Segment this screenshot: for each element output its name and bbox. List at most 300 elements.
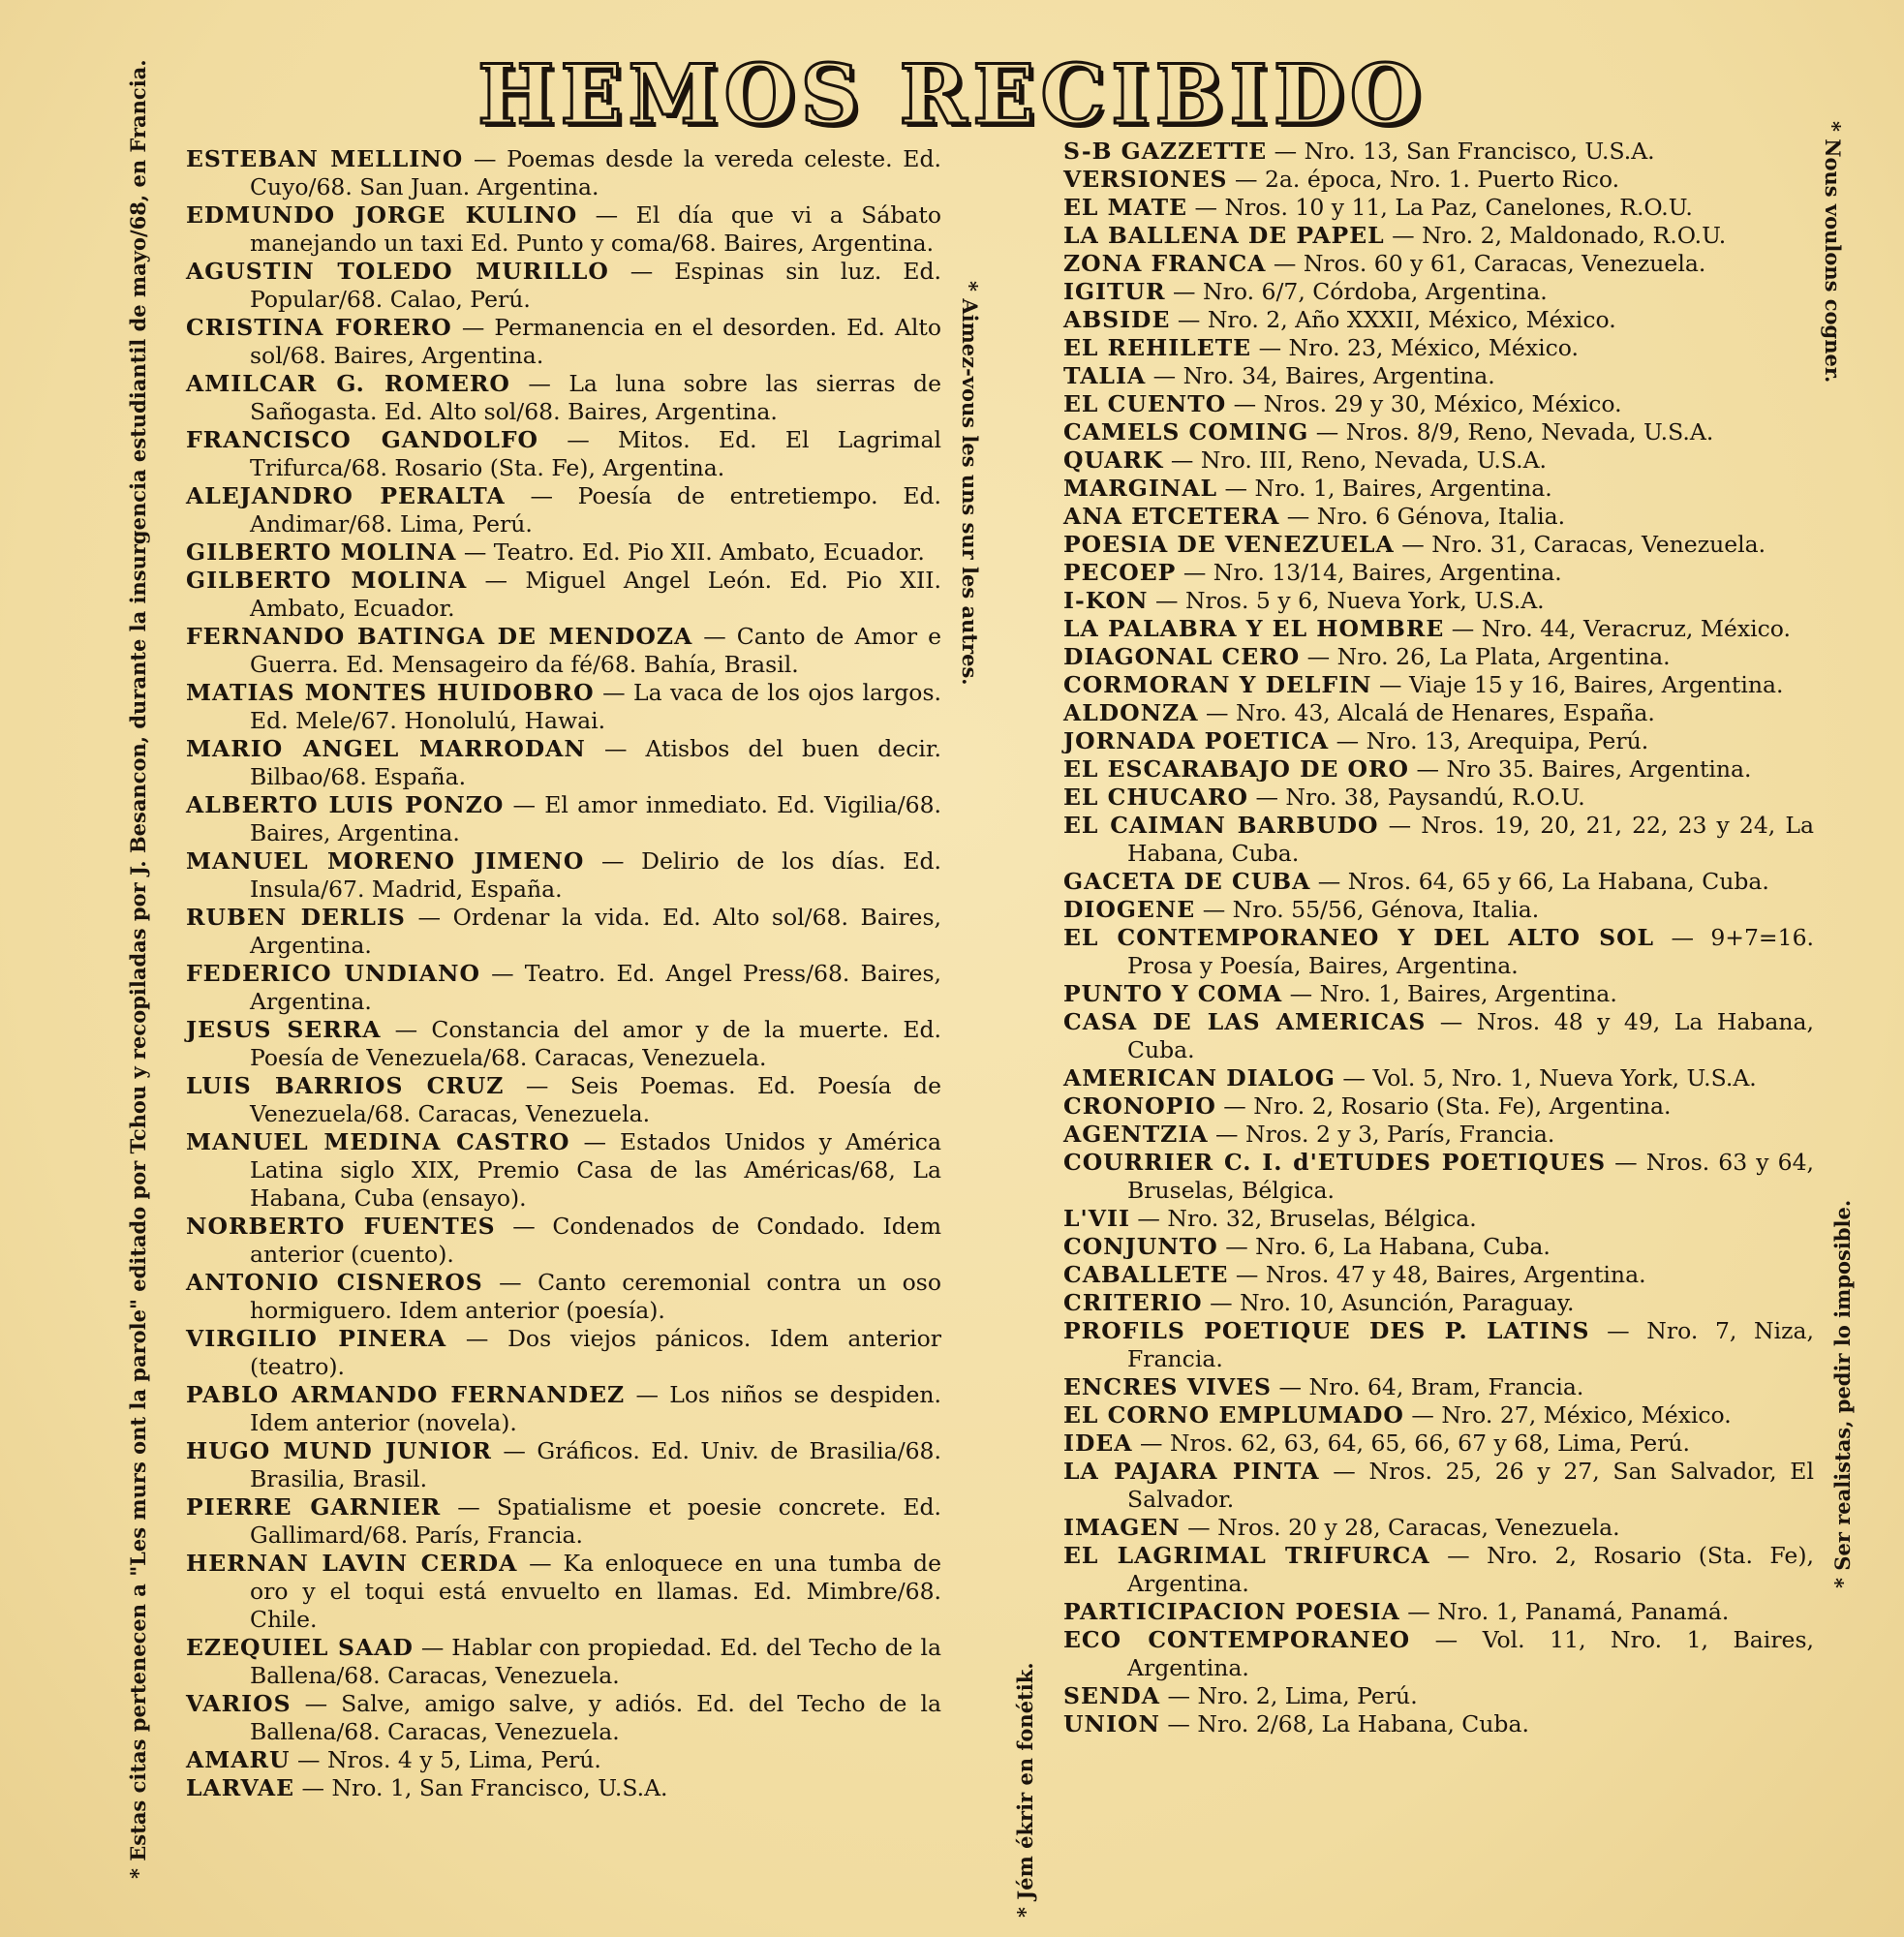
entry-details: Dos viejos pánicos. Idem anterior (teatro).	[250, 1325, 942, 1380]
entry-details: Nro. 6/7, Córdoba, Argentina.	[1203, 278, 1548, 305]
entry-separator: —	[291, 1690, 342, 1717]
entry-name: UNION	[1063, 1710, 1160, 1737]
entry-details: La luna sobre las sierras de Sañogasta. Ed. Alto sol/68. Baires, Argentina.	[250, 370, 941, 425]
list-item	[1063, 390, 1814, 418]
entry-details: Nro. 44, Veracruz, México.	[1481, 615, 1791, 642]
entry-name: FEDERICO UNDIANO	[186, 960, 480, 987]
entry-name: IGITUR	[1063, 278, 1166, 305]
entry-details: Nro. 6 Génova, Italia.	[1316, 503, 1566, 530]
list-item	[186, 1072, 941, 1128]
entry-separator: —	[1308, 418, 1346, 446]
list-item	[186, 201, 941, 258]
entry-separator: —	[517, 1550, 564, 1577]
entry-separator: —	[1589, 1317, 1647, 1344]
entry-separator: —	[1282, 980, 1320, 1007]
entry-name: EL CAIMAN BARBUDO	[1063, 812, 1379, 839]
entry-details: Condenados de Condado. Idem anterior (cuento).	[250, 1213, 941, 1268]
entry-separator: —	[509, 370, 569, 397]
list-item	[1063, 1261, 1814, 1289]
entry-name: EZEQUIEL SAAD	[186, 1634, 414, 1661]
entry-separator: —	[504, 1072, 570, 1099]
page-title: HEMOS RECIBIDO	[477, 46, 1427, 142]
list-item	[1063, 250, 1814, 278]
entry-name: PECOEP	[1063, 559, 1177, 586]
entry-name: MATIAS MONTES HUIDOBRO	[186, 679, 595, 706]
entry-separator: —	[1180, 1514, 1218, 1541]
entry-separator: —	[413, 1634, 452, 1661]
entry-details: Canto ceremonial contra un oso hormiguero. Idem anterior (poesía).	[250, 1269, 941, 1324]
entry-name: L'VII	[1063, 1205, 1130, 1232]
list-item	[1063, 1121, 1814, 1149]
entry-name: CRISTINA FORERO	[186, 314, 452, 341]
entry-name: RUBEN DERLIS	[186, 904, 406, 931]
entry-name: LUIS BARRIOS CRUZ	[186, 1072, 505, 1099]
entry-details: La vaca de los ojos largos. Ed. Mele/67. Honolulú, Hawai.	[250, 679, 941, 734]
entry-name: FRANCISCO GANDOLFO	[186, 426, 539, 453]
entry-separator: —	[491, 1437, 537, 1464]
entry-name: EL LAGRIMAL TRIFURCA	[1063, 1542, 1430, 1569]
entry-separator: —	[1279, 503, 1317, 530]
list-item	[186, 1128, 941, 1213]
entry-details: Nro. 7, Niza, Francia.	[1127, 1317, 1814, 1372]
entry-name: IDEA	[1063, 1430, 1133, 1457]
margin-note-middle-bottom: * Jém ékrir en fonétik.	[1013, 1662, 1037, 1918]
entry-name: VIRGILIO PINERA	[186, 1325, 447, 1352]
entry-details: Salve, amigo salve, y adiós. Ed. del Techo de la Ballena/68. Caracas, Venezuela.	[250, 1690, 941, 1745]
entry-separator: —	[1215, 1092, 1254, 1120]
list-item	[1063, 615, 1814, 643]
entry-name: CAMELS COMING	[1063, 418, 1309, 446]
list-item	[186, 623, 941, 679]
entry-separator: —	[1426, 1008, 1477, 1035]
entry-name: CABALLETE	[1063, 1261, 1229, 1288]
list-item	[186, 1493, 941, 1550]
list-item	[186, 679, 941, 735]
entry-name: ESTEBAN MELLINO	[186, 145, 464, 172]
entry-details: Nro. 64, Bram, Francia.	[1308, 1373, 1584, 1400]
entry-name: VARIOS	[186, 1690, 292, 1717]
entry-details: Hablar con propiedad. Ed. del Techo de la Ballena/68. Caracas, Venezuela.	[250, 1634, 941, 1689]
list-item	[1063, 1514, 1814, 1542]
list-item	[186, 847, 941, 904]
list-item	[1063, 1626, 1814, 1682]
entry-details: Nro. 2, Lima, Perú.	[1197, 1682, 1418, 1709]
entry-separator: —	[463, 145, 507, 172]
list-item	[1063, 503, 1814, 531]
entry-name: TALIA	[1063, 362, 1147, 389]
entry-separator: —	[1300, 643, 1337, 670]
entry-details: Nros. 48 y 49, La Habana, Cuba.	[1127, 1008, 1815, 1063]
entry-name: HUGO MUND JUNIOR	[186, 1437, 492, 1464]
entry-separator: —	[1319, 1458, 1369, 1485]
list-item	[1063, 446, 1814, 475]
entry-details: Nro. 1, Baires, Argentina.	[1254, 475, 1552, 502]
entry-details: Miguel Angel León. Ed. Pio XII. Ambato, Ecuador.	[250, 567, 941, 622]
entry-separator: —	[1195, 896, 1233, 923]
entry-details: Mitos. Ed. El Lagrimal Trifurca/68. Rosario (Sta. Fe), Argentina.	[250, 426, 941, 481]
entry-details: Nros. 10 y 11, La Paz, Canelones, R.O.U.	[1224, 194, 1693, 221]
entry-separator: —	[451, 314, 495, 341]
entry-details: Teatro. Ed. Pio XII. Ambato, Ecuador.	[493, 538, 925, 566]
entry-separator: —	[1335, 1064, 1373, 1091]
entry-details: Nro. 10, Asunción, Paraguay.	[1240, 1289, 1575, 1316]
entry-separator: —	[1186, 194, 1225, 221]
list-item	[1063, 559, 1814, 587]
list-item	[1063, 1233, 1814, 1261]
entry-name: JESUS SERRA	[186, 1016, 382, 1043]
list-item	[1063, 699, 1814, 727]
entry-name: PUNTO Y COMA	[1063, 980, 1283, 1007]
entry-name: CONJUNTO	[1063, 1233, 1218, 1260]
list-item	[1063, 980, 1814, 1008]
entry-name: VERSIONES	[1063, 166, 1228, 193]
entry-name: IMAGEN	[1063, 1514, 1181, 1541]
entry-details: Nros. 2 y 3, París, Francia.	[1245, 1121, 1555, 1148]
entry-separator: —	[1217, 1233, 1256, 1260]
entry-separator: —	[1310, 868, 1348, 895]
entry-separator: —	[1251, 334, 1289, 361]
entry-separator: —	[1163, 446, 1201, 474]
list-item	[1063, 1092, 1814, 1121]
entry-name: JORNADA POETICA	[1063, 727, 1330, 754]
entry-separator: —	[1208, 1121, 1246, 1148]
entry-details: Nro. 23, México, México.	[1288, 334, 1579, 361]
entry-separator: —	[1227, 166, 1265, 193]
entry-separator: —	[495, 1213, 553, 1240]
list-item	[1063, 1682, 1814, 1710]
list-item	[1063, 727, 1814, 755]
entry-details: Nros. 19, 20, 21, 22, 23 y 24, La Habana, Cuba.	[1127, 812, 1814, 867]
entry-name: I-KON	[1063, 587, 1149, 614]
list-item	[186, 1325, 941, 1381]
entry-details: Nros. 62, 63, 64, 65, 66, 67 y 68, Lima, Perú.	[1169, 1430, 1690, 1457]
entry-name: CRITERIO	[1063, 1289, 1203, 1316]
entry-details: Vol. 11, Nro. 1, Baires, Argentina.	[1127, 1626, 1814, 1681]
entry-details: Permanencia en el desorden. Ed. Alto sol/68. Baires, Argentina.	[250, 314, 941, 369]
entry-separator: —	[1394, 531, 1432, 558]
list-item	[1063, 812, 1814, 868]
entry-name: ANA ETCETERA	[1063, 503, 1280, 530]
entry-details: Nro. 1, Panamá, Panamá.	[1437, 1598, 1730, 1625]
list-item	[1063, 222, 1814, 250]
entry-name: EL REHILETE	[1063, 334, 1252, 361]
list-item	[186, 145, 941, 201]
entry-name: EL CORNO EMPLUMADO	[1063, 1401, 1404, 1429]
entry-separator: —	[584, 847, 642, 875]
entry-details: Ordenar la vida. Ed. Alto sol/68. Baires, Argentina.	[250, 904, 941, 959]
list-item	[1063, 1710, 1814, 1738]
entry-name: ZONA FRANCA	[1063, 250, 1267, 277]
entry-name: CASA DE LAS AMERICAS	[1063, 1008, 1427, 1035]
entry-name: LARVAE	[186, 1774, 295, 1801]
entry-name: NORBERTO FUENTES	[186, 1213, 496, 1240]
entry-name: EDMUNDO JORGE KULINO	[186, 201, 578, 229]
entry-separator: —	[467, 567, 526, 594]
entry-separator: —	[1247, 784, 1286, 811]
entry-details: Nro. 43, Alcalá de Henares, España.	[1235, 699, 1655, 726]
entry-name: FERNANDO BATINGA DE MENDOZA	[186, 623, 693, 650]
entry-details: Nro. 2, Rosario (Sta. Fe), Argentina.	[1127, 1542, 1814, 1597]
entry-separator: —	[1198, 699, 1236, 726]
entry-separator: —	[1129, 1205, 1168, 1232]
entry-name: MANUEL MEDINA CASTRO	[186, 1128, 570, 1155]
entry-name: GILBERTO MOLINA	[186, 538, 457, 566]
entry-name: LA PALABRA Y EL HOMBRE	[1063, 615, 1445, 642]
list-item	[186, 1437, 941, 1493]
list-item	[186, 567, 941, 623]
list-item	[186, 735, 941, 791]
right-column	[1063, 138, 1814, 1738]
entry-details: Los niños se despiden. Idem anterior (novela).	[250, 1381, 941, 1436]
entry-separator: —	[608, 258, 675, 285]
entry-separator: —	[625, 1381, 670, 1408]
entry-name: PARTICIPACION POESIA	[1063, 1598, 1400, 1625]
entry-details: Atisbos del buen decir. Bilbao/68. España.	[250, 735, 941, 790]
entry-details: Nro. 13, Arequipa, Perú.	[1366, 727, 1649, 754]
list-item	[1063, 1289, 1814, 1317]
entry-details: El amor inmediato. Ed. Vigilia/68. Baires, Argentina.	[250, 791, 941, 846]
entry-separator: —	[585, 735, 646, 762]
entry-separator: —	[1606, 1149, 1646, 1176]
list-item	[1063, 1401, 1814, 1430]
entry-details: Nros. 25, 26 y 27, San Salvador, El Salvador.	[1127, 1458, 1814, 1513]
list-item	[1063, 784, 1814, 812]
left-column	[186, 145, 941, 1802]
entry-details: Nro. 13, San Francisco, U.S.A.	[1304, 138, 1655, 165]
entry-separator: —	[1384, 222, 1423, 249]
list-item	[186, 1381, 941, 1437]
list-item	[186, 904, 941, 960]
entry-separator: —	[1371, 671, 1409, 698]
entry-name: GACETA DE CUBA	[1063, 868, 1311, 895]
entry-separator: —	[1148, 587, 1185, 614]
entry-details: Canto de Amor e Guerra. Ed. Mensageiro da fé/68. Bahía, Brasil.	[250, 623, 941, 678]
entry-separator: —	[1202, 1289, 1241, 1316]
entry-separator: —	[1272, 1373, 1309, 1400]
entry-separator: —	[1226, 390, 1264, 417]
entry-details: Nro. 31, Caracas, Venezuela.	[1431, 531, 1766, 558]
entry-separator: —	[1403, 1401, 1442, 1429]
entry-details: Nro. 2, Año XXXII, México, México.	[1207, 306, 1616, 333]
entry-details: Seis Poemas. Ed. Poesía de Venezuela/68. Caracas, Venezuela.	[250, 1072, 941, 1127]
entry-details: Ka enloquece en una tumba de oro y el toqui está envuelto en llamas. Ed. Mimbre/68. Chile.	[250, 1550, 941, 1633]
list-item	[1063, 1008, 1814, 1064]
entry-separator: —	[1217, 475, 1255, 502]
entry-name: AMARU	[186, 1746, 291, 1773]
list-item	[186, 258, 941, 314]
entry-details: Nro. 55/56, Génova, Italia.	[1232, 896, 1540, 923]
list-item	[186, 1213, 941, 1269]
entry-details: Nro. 34, Baires, Argentina.	[1182, 362, 1495, 389]
entry-details: Poesía de entretiempo. Ed. Andimar/68. Lima, Perú.	[250, 482, 941, 538]
entry-separator: —	[505, 482, 578, 509]
list-item	[1063, 1430, 1814, 1458]
entry-separator: —	[1399, 1598, 1438, 1625]
entry-separator: —	[1176, 559, 1213, 586]
entry-name: CRONOPIO	[1063, 1092, 1216, 1120]
entry-details: Nros. 20 y 28, Caracas, Venezuela.	[1217, 1514, 1620, 1541]
entry-separator: —	[1429, 1542, 1488, 1569]
entry-details: Estados Unidos y América Latina siglo XIX, Premio Casa de las Américas/68, La Habana, Cuba (ensayo).	[250, 1128, 941, 1212]
entry-name: AMERICAN DIALOG	[1063, 1064, 1336, 1091]
entry-separator: —	[1410, 1626, 1483, 1653]
margin-note-right-bottom: * Ser realistas, pedir lo imposible.	[1830, 1199, 1855, 1588]
entry-details: 9+7=16. Prosa y Poesía, Baires, Argentina.	[1127, 924, 1814, 979]
entry-separator: —	[1159, 1682, 1198, 1709]
entry-separator: —	[294, 1774, 332, 1801]
entry-details: Nro. 6, La Habana, Cuba.	[1255, 1233, 1551, 1260]
list-item	[1063, 1542, 1814, 1598]
list-item	[1063, 587, 1814, 615]
list-item	[186, 1269, 941, 1325]
entry-name: ALBERTO LUIS PONZO	[186, 791, 505, 818]
entry-name: CORMORAN Y DELFIN	[1063, 671, 1372, 698]
list-item	[1063, 418, 1814, 446]
entry-name: EL ESCARABAJO DE ORO	[1063, 755, 1410, 783]
list-item	[186, 1550, 941, 1634]
margin-note-left: * Estas citas pertenecen a "Les murs ont la parole" editado por Tchou y recopiladas por J. Besancon, durante la insurgencia estudiantil de mayo/68, en Francia.	[126, 59, 150, 1879]
list-item	[1063, 1373, 1814, 1401]
entry-details: Constancia del amor y de la muerte. Ed. Poesía de Venezuela/68. Caracas, Venezuela.	[250, 1016, 941, 1071]
entry-details: Nros. 29 y 30, México, México.	[1263, 390, 1622, 417]
entry-name: EL CUENTO	[1063, 390, 1227, 417]
entry-name: QUARK	[1063, 446, 1164, 474]
entry-name: EL CHUCARO	[1063, 784, 1248, 811]
entry-details: Nro. 2, Maldonado, R.O.U.	[1422, 222, 1727, 249]
entry-details: 2a. época, Nro. 1. Puerto Rico.	[1264, 166, 1620, 193]
list-item	[1063, 1149, 1814, 1205]
list-item	[186, 538, 941, 567]
list-item	[186, 482, 941, 538]
entry-name: AGENTZIA	[1063, 1121, 1209, 1148]
list-item	[186, 426, 941, 482]
entry-separator: —	[1146, 362, 1183, 389]
entry-separator: —	[1444, 615, 1482, 642]
entry-separator: —	[405, 904, 453, 931]
list-item	[1063, 278, 1814, 306]
list-item	[1063, 1205, 1814, 1233]
entry-separator: —	[577, 201, 636, 229]
list-item	[1063, 362, 1814, 390]
entry-details: Poemas desde la vereda celeste. Ed. Cuyo/68. San Juan. Argentina.	[250, 145, 941, 200]
entry-name: PABLO ARMANDO FERNANDEZ	[186, 1381, 626, 1408]
entry-separator: —	[1266, 250, 1304, 277]
entry-details: Nro 35. Baires, Argentina.	[1446, 755, 1752, 783]
entry-separator: —	[1409, 755, 1447, 783]
list-item	[1063, 755, 1814, 784]
entry-details: Nro. 2/68, La Habana, Cuba.	[1197, 1710, 1529, 1737]
entry-name: EL CONTEMPORANEO Y DEL ALTO SOL	[1063, 924, 1655, 951]
entry-name: ENCRES VIVES	[1063, 1373, 1273, 1400]
entry-name: DIOGENE	[1063, 896, 1196, 923]
entry-name: HERNAN LAVIN CERDA	[186, 1550, 518, 1577]
entry-name: ECO CONTEMPORANEO	[1063, 1626, 1411, 1653]
list-item	[186, 370, 941, 426]
list-item	[1063, 306, 1814, 334]
entry-details: Gráficos. Ed. Univ. de Brasilia/68. Brasilia, Brasil.	[250, 1437, 941, 1492]
entry-details: Nro. 1, Baires, Argentina.	[1319, 980, 1617, 1007]
entry-details: Nro. 13/14, Baires, Argentina.	[1213, 559, 1562, 586]
entry-name: AMILCAR G. ROMERO	[186, 370, 510, 397]
list-item	[186, 1690, 941, 1746]
entry-details: Vol. 5, Nro. 1, Nueva York, U.S.A.	[1372, 1064, 1757, 1091]
entry-details: Nro. III, Reno, Nevada, U.S.A.	[1200, 446, 1548, 474]
entry-separator: —	[479, 960, 525, 987]
entry-name: EL MATE	[1063, 194, 1187, 221]
entry-separator: —	[1170, 306, 1208, 333]
entry-separator: —	[1267, 138, 1305, 165]
entry-name: S-B GAZZETTE	[1063, 138, 1268, 165]
entry-separator: —	[1165, 278, 1204, 305]
entry-separator: —	[1329, 727, 1367, 754]
entry-details: Nros. 8/9, Reno, Nevada, U.S.A.	[1345, 418, 1714, 446]
list-item	[1063, 896, 1814, 924]
list-item	[1063, 531, 1814, 559]
entry-separator: —	[1132, 1430, 1170, 1457]
margin-note-right-top: * Nous voulons cogner.	[1821, 121, 1845, 384]
entry-details: Teatro. Ed. Angel Press/68. Baires, Argentina.	[250, 960, 942, 1015]
entry-name: MARIO ANGEL MARRODAN	[186, 735, 586, 762]
margin-note-middle-top: * Aimez-vous les uns sur les autres.	[958, 281, 982, 686]
list-item	[1063, 166, 1814, 194]
entry-details: Nro. 1, San Francisco, U.S.A.	[331, 1774, 668, 1801]
list-item	[1063, 643, 1814, 671]
list-item	[1063, 924, 1814, 980]
entry-separator: —	[441, 1493, 497, 1521]
list-item	[186, 314, 941, 370]
entry-separator: —	[538, 426, 619, 453]
entry-separator: —	[504, 791, 545, 818]
list-item	[186, 1774, 941, 1802]
entry-separator: —	[290, 1746, 327, 1773]
entry-name: LA BALLENA DE PAPEL	[1063, 222, 1385, 249]
entry-details: Nro. 27, México, México.	[1441, 1401, 1732, 1429]
entry-name: AGUSTIN TOLEDO MURILLO	[186, 258, 609, 285]
entry-separator: —	[446, 1325, 508, 1352]
list-item	[1063, 1317, 1814, 1373]
list-item	[1063, 1598, 1814, 1626]
entry-details: Nros. 63 y 64, Bruselas, Bélgica.	[1127, 1149, 1815, 1204]
list-item	[186, 791, 941, 847]
entry-name: ANTONIO CISNEROS	[186, 1269, 483, 1296]
entry-name: SENDA	[1063, 1682, 1160, 1709]
entry-details: Espinas sin luz. Ed. Popular/68. Calao, Perú.	[250, 258, 941, 313]
entry-name: MARGINAL	[1063, 475, 1218, 502]
list-item	[1063, 475, 1814, 503]
entry-separator: —	[594, 679, 633, 706]
entry-separator: —	[1228, 1261, 1266, 1288]
entry-name: PROFILS POETIQUE DES P. LATINS	[1063, 1317, 1590, 1344]
entry-name: DIAGONAL CERO	[1063, 643, 1301, 670]
entry-separator: —	[1159, 1710, 1198, 1737]
entry-details: Nros. 4 y 5, Lima, Perú.	[326, 1746, 601, 1773]
list-item	[1063, 671, 1814, 699]
entry-name: LA PAJARA PINTA	[1063, 1458, 1320, 1485]
entry-name: POESIA DE VENEZUELA	[1063, 531, 1395, 558]
entry-details: Spatialisme et poesie concrete. Ed. Gallimard/68. París, Francia.	[250, 1493, 941, 1549]
entry-details: Nro. 32, Bruselas, Bélgica.	[1167, 1205, 1477, 1232]
entry-name: COURRIER C. I. d'ETUDES POETIQUES	[1063, 1149, 1607, 1176]
list-item	[186, 1634, 941, 1690]
entry-name: ALEJANDRO PERALTA	[186, 482, 506, 509]
entry-separator: —	[1654, 924, 1711, 951]
list-item	[1063, 138, 1814, 166]
list-item	[1063, 334, 1814, 362]
entry-details: Nros. 47 y 48, Baires, Argentina.	[1265, 1261, 1646, 1288]
list-item	[186, 960, 941, 1016]
entry-name: ABSIDE	[1063, 306, 1171, 333]
entry-name: PIERRE GARNIER	[186, 1493, 442, 1521]
